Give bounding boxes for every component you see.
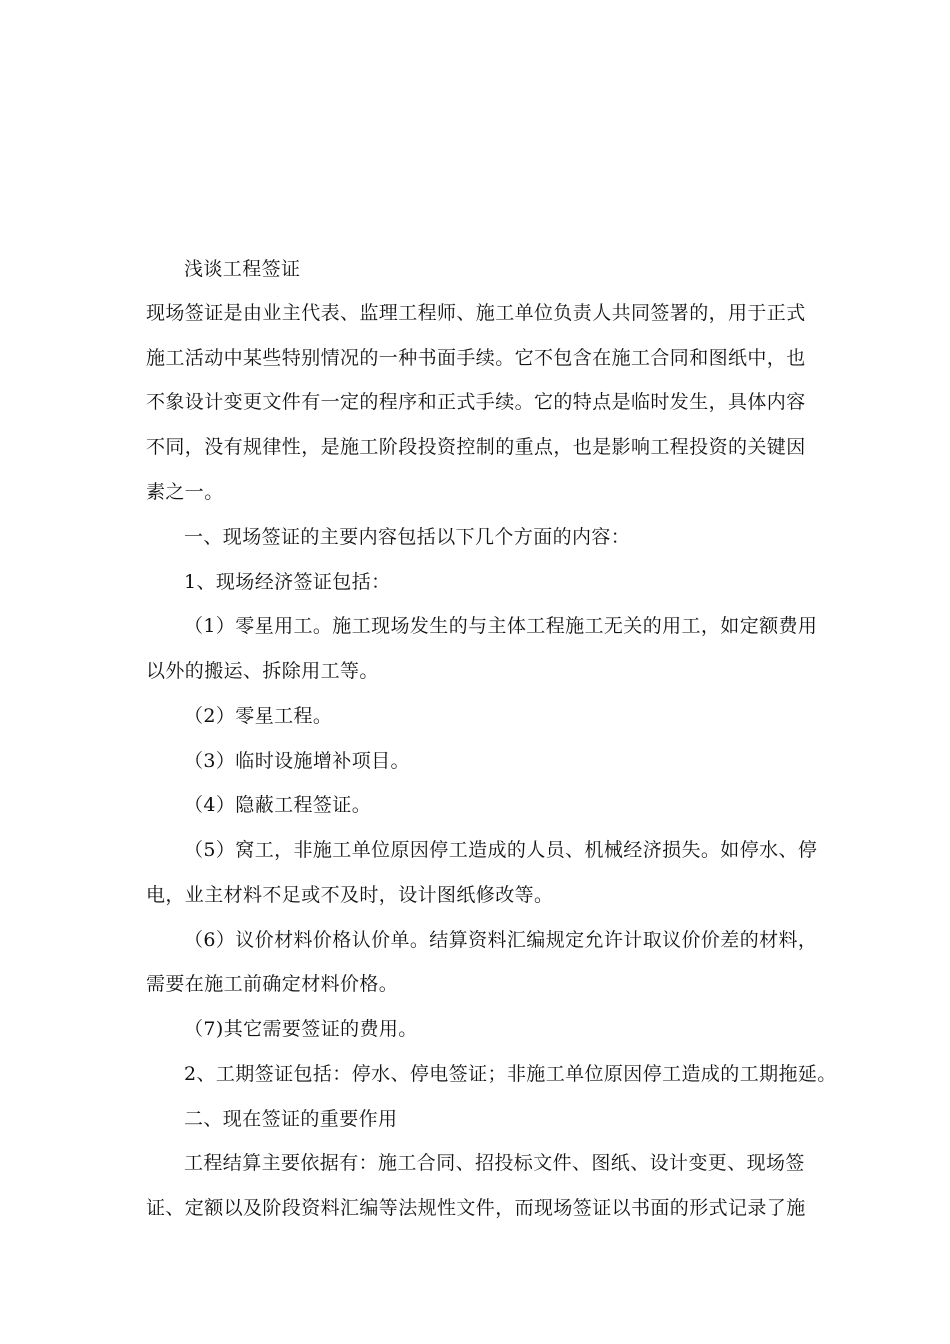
subsection-heading: 1、现场经济签证包括： — [184, 571, 391, 593]
paragraph-line: 施工活动中某些特别情况的一种书面手续。它不包含在施工合同和图纸中，也 — [146, 347, 806, 369]
list-item-continuation: 需要在施工前确定材料价格。 — [146, 973, 399, 995]
paragraph-line: 不同，没有规律性，是施工阶段投资控制的重点，也是影响工程投资的关键因 — [146, 436, 806, 458]
list-item: （5）窝工，非施工单位原因停工造成的人员、机械经济损失。如停水、停 — [184, 839, 818, 861]
list-item: （4）隐蔽工程签证。 — [184, 794, 372, 816]
list-item: （7)其它需要签证的费用。 — [184, 1018, 418, 1040]
list-item: （3）临时设施增补项目。 — [184, 750, 410, 772]
document-title: 浅谈工程签证 — [184, 258, 301, 280]
list-item: （2）零星工程。 — [184, 705, 333, 727]
subsection-heading: 2、工期签证包括：停水、停电签证；非施工单位原因停工造成的工期拖延。 — [184, 1063, 837, 1085]
list-item: （6）议价材料价格认价单。结算资料汇编规定允许计取议价价差的材料， — [184, 929, 818, 951]
paragraph-line: 素之一。 — [146, 481, 224, 503]
list-item: （1）零星用工。施工现场发生的与主体工程施工无关的用工，如定额费用 — [184, 615, 818, 637]
list-item-continuation: 以外的搬运、拆除用工等。 — [146, 660, 379, 682]
paragraph-line: 证、定额以及阶段资料汇编等法规性文件，而现场签证以书面的形式记录了施 — [146, 1197, 806, 1219]
paragraph-line: 现场签证是由业主代表、监理工程师、施工单位负责人共同签署的，用于正式 — [146, 302, 806, 324]
paragraph-line: 不象设计变更文件有一定的程序和正式手续。它的特点是临时发生，具体内容 — [146, 391, 806, 413]
paragraph-line: 工程结算主要依据有：施工合同、招投标文件、图纸、设计变更、现场签 — [184, 1152, 805, 1174]
section-heading: 二、现在签证的重要作用 — [184, 1108, 398, 1130]
list-item-continuation: 电，业主材料不足或不及时，设计图纸修改等。 — [146, 884, 554, 906]
section-heading: 一、现场签证的主要内容包括以下几个方面的内容： — [184, 526, 631, 548]
